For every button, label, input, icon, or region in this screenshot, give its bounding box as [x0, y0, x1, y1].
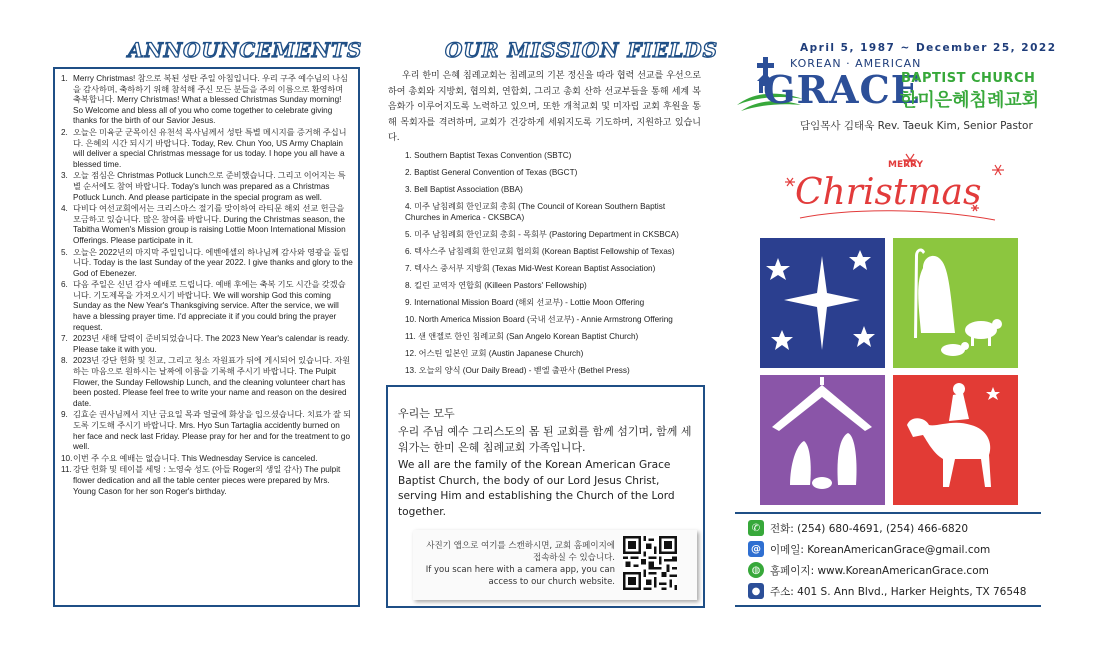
- shepherd-tile: [893, 238, 1018, 368]
- camel-rider-icon: [893, 375, 1018, 505]
- announcement-text: 강단 헌화 및 테이블 세팅 : 노영숙 성도 (아들 Roger의 생일 감사) The pulpit flower dedication and all the table center pieces were prepared by Mrs. Young Cason for her son Roger's birthday.: [73, 465, 341, 496]
- merry-label: MERRY: [888, 160, 923, 170]
- announcement-text: Merry Christmas! 참으로 복된 성탄 주일 아침입니다. 우리 구주 예수님의 나심을 감사하며, 축하하기 위해 참석해 주신 모든 분들을 주의 이름으로 환영하며 축복합니다. Merry Christmas! What a blessed Christmas Sunday morning! So Welcome and bless all of you who come together to celebrate giving thanks for the birth of our Savior Jesus.: [73, 74, 348, 126]
- announcement-item: [61, 454, 353, 465]
- phone-row: [748, 520, 968, 536]
- address-text[interactable]: 주소: 401 S. Ann Blvd., Harker Heights, TX 76548: [770, 585, 1027, 598]
- logo-korean-name: 한미은혜침례교회: [900, 90, 1040, 111]
- mission-item: 7. 텍사스 중서부 지방회 (Texas Mid-West Korean Baptist Association): [405, 264, 656, 273]
- announcement-number: 11.: [61, 465, 72, 475]
- family-line-2: 우리 주님 예수 그리스도의 몸 된 교회를 함께 섬기며, 함께 세워가는 한미 은혜 침례교회 가족입니다.: [398, 425, 692, 454]
- announcement-number: 8.: [61, 356, 68, 366]
- announcement-text: 2023년 강단 헌화 및 친교, 그리고 청소 자원표가 뒤에 게시되어 있습니다. 자원하는 마음으로 원하시는 날짜에 이름을 기록해 주시기 바랍니다. The Pulpit Flower, the Sunday Fellowship Lunch, and the cleaning volunteer chart has been posted. Please feel free to write your name and reason on the desired date.: [73, 356, 351, 408]
- nativity-stable-icon: [760, 375, 885, 505]
- announcement-number: 6.: [61, 280, 68, 290]
- mission-list: [405, 150, 701, 382]
- mission-item: 1. Southern Baptist Texas Convention (SBTC): [405, 151, 572, 160]
- announcement-item: [61, 204, 353, 246]
- announcement-text: 오늘 점심은 Christmas Potluck Lunch으로 준비했습니다. 그리고 이어지는 특별 순서에도 참여 바랍니다. Today's lunch was prepared as a Christmas Potluck Lunch. And please participate in the special program as well.: [73, 171, 346, 202]
- phone-text[interactable]: 전화: (254) 680-4691, (254) 466-6820: [770, 522, 969, 535]
- announcement-number: 2.: [61, 127, 68, 137]
- announcement-item: [61, 128, 353, 170]
- mission-fields-title: OUR MISSION FIELDS: [445, 38, 719, 62]
- christmas-label: Christmas: [795, 172, 982, 213]
- announcement-item: [61, 248, 353, 280]
- logo-baptist-church: BAPTIST CHURCH: [901, 71, 1036, 86]
- announcements-title: ANNOUNCEMENTS: [128, 38, 363, 62]
- mission-item: 10. North America Mission Board (국내 선교부) - Annie Armstrong Offering: [405, 315, 673, 324]
- announcement-text: 이번 주 수요 예배는 없습니다. This Wednesday Service is canceled.: [73, 453, 318, 463]
- announcement-item: [61, 410, 353, 452]
- announcement-number: 10.: [61, 453, 73, 463]
- star-of-bethlehem-tile: [760, 238, 885, 368]
- mission-item: 2. Baptist General Convention of Texas (BGCT): [405, 168, 578, 177]
- announcement-item: [61, 74, 353, 127]
- globe-icon: ◍: [748, 562, 764, 578]
- announcement-number: 3.: [61, 171, 68, 181]
- phone-icon: ✆: [748, 520, 764, 536]
- announcement-text: 2023년 새해 달력이 준비되었습니다. The 2023 New Year's calendar is ready. Please take it with you.: [73, 334, 350, 354]
- family-line-1: 우리는 모두: [398, 407, 455, 420]
- announcement-text: 오늘은 2022년의 마지막 주일입니다. 에벤에셀의 하나님께 감사와 영광을 돌립니다. Today is the last Sunday of the year 2022. I give thanks and glory to the God of Ebenezer.: [73, 247, 353, 278]
- mission-item: 9. International Mission Board (해외 선교부) - Lottie Moon Offering: [405, 298, 645, 307]
- contact-divider-top: [735, 512, 1041, 514]
- mission-intro: 우리 한미 은혜 침례교회는 침례교의 기본 정신을 따라 협력 선교를 우선으로 하여 총회와 지방회, 협의회, 연합회, 그리고 총회 산하 선교부들을 통해 세계 복음화가 이루어지도록 노력하고 있으며, 또한 개척교회 및 미자립 교회 후원을 통해 목회자를 격려하며, 교회가 건강하게 세워지도록 기도하며, 지원하고 있습니다.: [388, 71, 701, 143]
- star-icon: [760, 238, 885, 368]
- wise-man-camel-tile: [893, 375, 1018, 505]
- scan-text-english: If you scan here with a camera app, you can access to our church website.: [425, 565, 615, 587]
- announcements-box: [53, 67, 360, 607]
- nativity-tile: [760, 375, 885, 505]
- announcement-number: 9.: [61, 410, 68, 420]
- location-pin-icon: ●: [748, 583, 764, 599]
- senior-pastor: 담임목사 김태욱 Rev. Taeuk Kim, Senior Pastor: [800, 120, 1033, 132]
- family-line-english: We all are the family of the Korean American Grace Baptist Church, the body of our Lord Jesus Christ, serving Him and establishing the Church of the Lord together.: [398, 459, 675, 518]
- mission-item: 6. 텍사스주 남침례회 한인교회 협의회 (Korean Baptist Fellowship of Texas): [405, 247, 675, 256]
- family-box: [386, 385, 705, 608]
- merry-christmas-banner: [760, 148, 1022, 228]
- website-text[interactable]: 홈페이지: www.KoreanAmericanGrace.com: [770, 564, 989, 577]
- logo-korean-american: KOREAN · AMERICAN: [790, 57, 922, 70]
- mission-item: 4. 미주 남침례회 한인교회 총회 (The Council of Korean Southern Baptist Churches in America - CKSBCA): [405, 202, 666, 222]
- qr-scan-card: [413, 530, 697, 600]
- mission-item: 11. 샌 앤젤로 한인 침례교회 (San Angelo Korean Baptist Church): [405, 332, 639, 341]
- address-row: [748, 583, 1026, 599]
- email-row: [748, 541, 990, 557]
- announcement-item: [61, 171, 353, 203]
- email-text[interactable]: 이메일: KoreanAmericanGrace@gmail.com: [770, 543, 991, 556]
- announcement-number: 4.: [61, 204, 68, 214]
- church-logo: [735, 55, 1045, 115]
- logo-grace: GRACE: [763, 67, 921, 112]
- qr-code-icon[interactable]: [623, 536, 677, 590]
- website-row: [748, 562, 989, 578]
- email-icon: @: [748, 541, 764, 557]
- announcement-text: 김효순 권사님께서 지난 금요일 목과 얼굴에 화상을 입으셨습니다. 치료가 잘 되도록 기도해 주시기 바랍니다. Mrs. Hyo Sun Tartaglia accidently burned on her face and neck last Friday. Please pray for her and for the treatment to go well.: [73, 410, 352, 452]
- mission-item: 13. 오늘의 양식 (Our Daily Bread) - 벧엘 출판사 (Bethel Press): [405, 366, 630, 375]
- mission-item: 8. 킬린 교역자 연합회 (Killeen Pastors' Fellowship): [405, 281, 587, 290]
- mission-item: 5. 미주 남침례회 한인교회 총회 - 목회부 (Pastoring Department in CKSBCA): [405, 230, 679, 239]
- announcement-text: 오늘은 미육군 군목이신 유천석 목사님께서 성탄 특별 메시지를 증거해 주십니다. 은혜의 시간 되시기 바랍니다. Today, Rev. Chun Yoo, US Army Chaplain will deliver a special Christmas message for us today. I hope you all have a blessed time.: [73, 127, 347, 169]
- announcement-item: [61, 356, 353, 409]
- announcement-number: 5.: [61, 247, 68, 257]
- announcement-item: [61, 280, 353, 333]
- mission-item: 3. Bell Baptist Association (BBA): [405, 185, 523, 194]
- announcement-text: 다비다 여선교회에서는 크리스마스 절기를 맞이하여 라티문 해외 선교 헌금을 모금하고 있습니다. 많은 참여를 바랍니다. During the Christmas season, the Tabitha Women's Mission group is raising Lottie Moon International Mission Offerings. Please participate in it.: [73, 204, 346, 245]
- announcement-item: [61, 334, 353, 355]
- announcement-item: [61, 465, 353, 497]
- announcement-text: 다음 주일은 신년 감사 예배로 드립니다. 예배 후에는 축복 기도 시간을 갖겠습니다. 기도제목을 가져오시기 바랍니다. We will worship God this coming Sunday as the New Year's Thanksgiving service. After the service, we will have a blessing prayer time. I'd appreciate it if you could bring the prayer request.: [73, 280, 346, 332]
- announcement-number: 7.: [61, 334, 68, 344]
- shepherd-with-sheep-icon: [893, 238, 1018, 368]
- anniversary-dates: April 5, 1987 ~ December 25, 2022: [800, 42, 1057, 54]
- scan-instructions: [425, 540, 615, 588]
- announcement-number: 1.: [61, 74, 68, 83]
- contact-divider-bottom: [735, 605, 1041, 607]
- mission-item: 12. 어스틴 일본인 교회 (Austin Japanese Church): [405, 349, 584, 358]
- announcements-list: [61, 74, 353, 497]
- scan-text-korean: 사진기 앱으로 여기를 스캔하시면, 교회 홈페이지에 접속하실 수 있습니다.: [426, 541, 615, 563]
